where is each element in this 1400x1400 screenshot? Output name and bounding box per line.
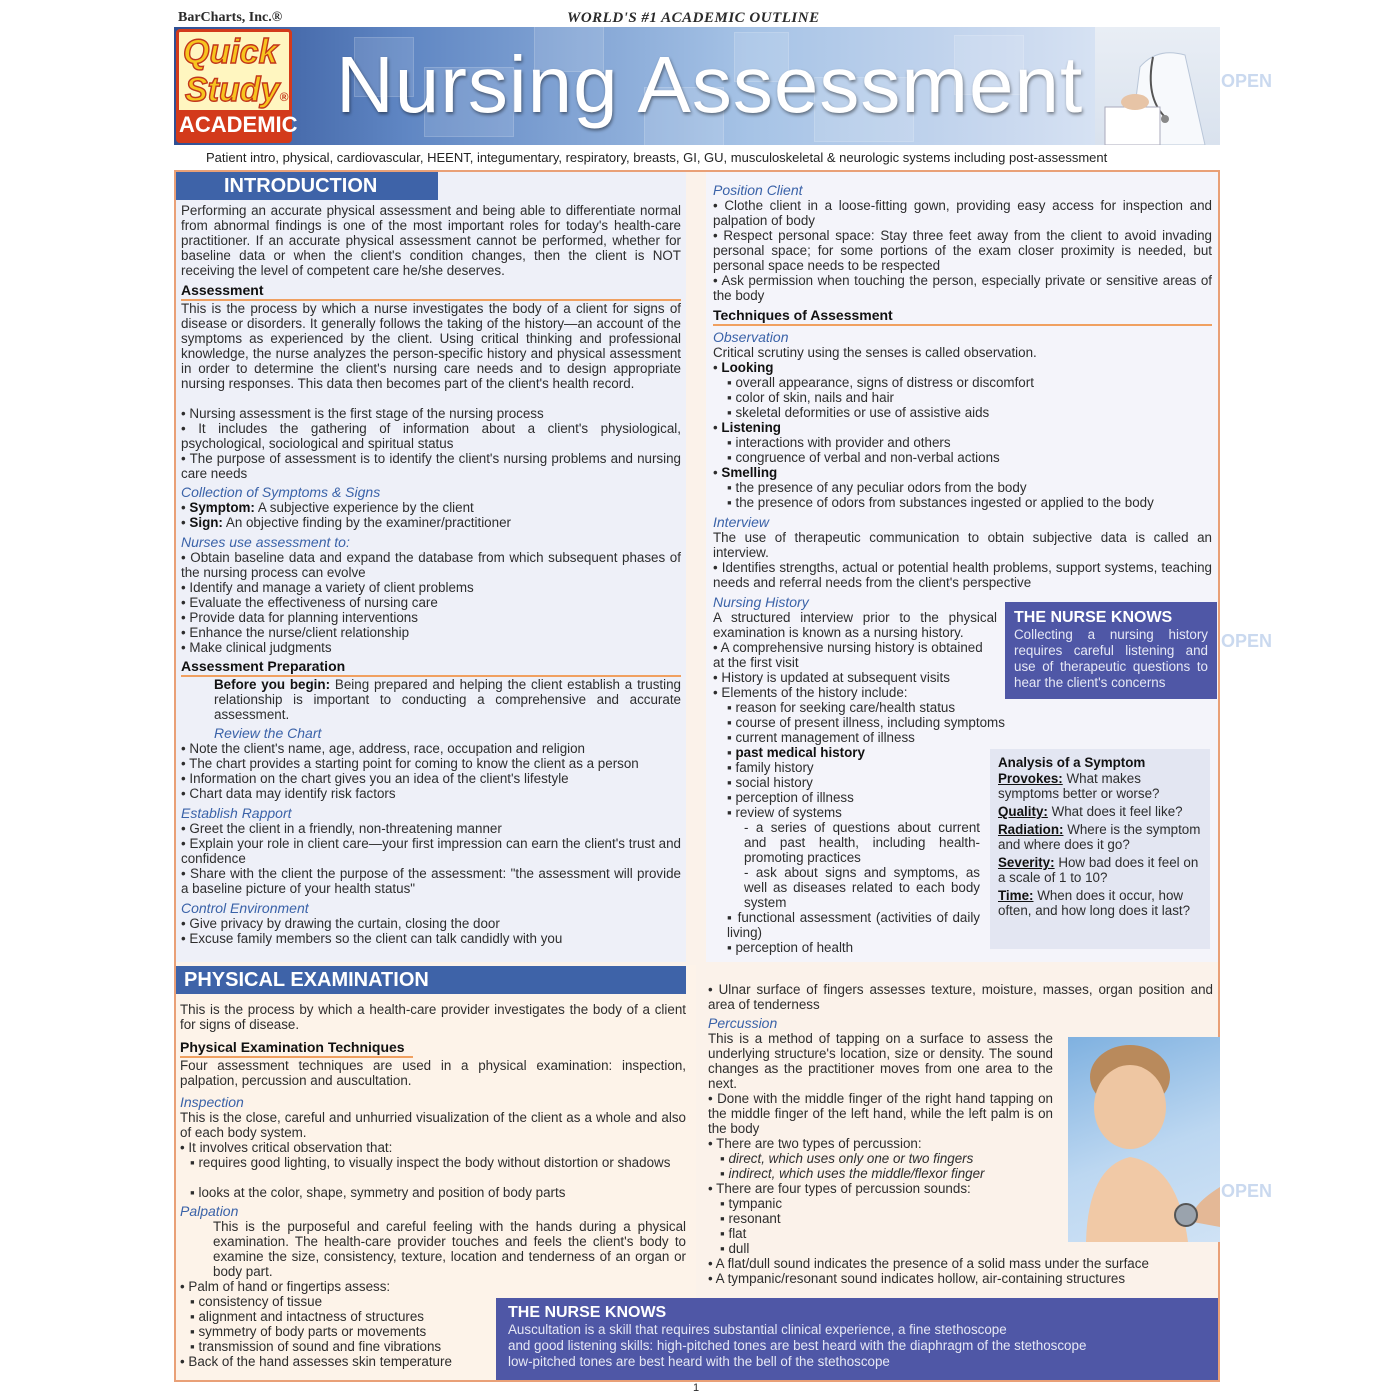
smelling-item-2: ▪ the presence of odors from substances ingested or applied to the body (727, 495, 1154, 510)
page-subtitle: Patient intro, physical, cardiovascular, HEENT, integumentary, respiratory, breasts, GI, GU, musculoskeletal & neurologic systems including post-assessment (206, 150, 1108, 165)
open-tab-3: OPEN (1221, 1181, 1273, 1201)
intro-paragraph: Performing an accurate physical assessment and being able to differentiate normal from abnormal findings is one of the most important roles for today's health-care practitioner. If an accurate physical assessment cannot be performed, whether for baseline data or when the client's condition changes, then the client is NOT receiving the level of competent care he/she deserves. (181, 203, 681, 278)
techniques-heading: Techniques of Assessment (713, 307, 1212, 326)
open-tab-2: OPEN (1221, 631, 1273, 651)
symptom-quality: Quality: What does it feel like? (998, 804, 1183, 819)
inspection-item-2: ▪ looks at the color, shape, symmetry and position of body parts (190, 1185, 566, 1200)
history-text: A structured interview prior to the physical examination is known as a nursing history. (713, 610, 997, 640)
uses-heading: Nurses use assessment to: (181, 534, 350, 550)
symptom-provokes: Provokes: What makes symptoms better or worse? (998, 771, 1160, 801)
open-tab-1: OPEN (1221, 71, 1273, 91)
position-item-3: • Ask permission when touching the person, especially private or sensitive areas of the body (713, 273, 1212, 303)
history-item-1: ▪ reason for seeking care/health status (727, 700, 956, 715)
nurse-knows-box-2 (496, 1298, 1218, 1380)
assessment-bullet-2: • It includes the gathering of information about a client's physiological, psychological, sociological and spiritual status (181, 421, 681, 451)
ulnar-bullet: • Ulnar surface of fingers assesses texture, moisture, masses, organ position and area of tenderness (708, 982, 1213, 1012)
review-heading: Review the Chart (214, 725, 322, 741)
position-item-2: • Respect personal space: Stay three feet away from the client to avoid invading personal space; for some portions of the exam closer proximity is needed, but personal space needs to be respected (713, 228, 1212, 273)
history-item-10: ▪ perception of health (727, 940, 854, 955)
page-number: 1 (693, 1382, 700, 1394)
inspection-text: This is the close, careful and unhurried visualization of the client as a whole and also of each body system. (180, 1110, 686, 1140)
percussion-bullet-1: • Done with the middle finger of the right hand tapping on the middle finger of the left hand, while the left palm is on the body (708, 1091, 1053, 1136)
symptom-definition: • Symptom: A subjective experience by the client (181, 500, 474, 515)
history-bullet-1: • A comprehensive nursing history is obtained at the first visit (713, 640, 983, 670)
doctor-photo (1095, 27, 1220, 145)
interview-bullet: • Identifies strengths, actual or potential health problems, support systems, teaching needs and referral needs from the client's perspective (713, 560, 1212, 590)
uses-item-6: • Make clinical judgments (181, 640, 332, 655)
percussion-type-1: ▪ direct, which uses only one or two fingers (720, 1151, 974, 1166)
review-item-4: • Chart data may identify risk factors (181, 786, 396, 801)
smelling-label: • Smelling (713, 465, 778, 480)
looking-item-2: ▪ color of skin, nails and hair (727, 390, 895, 405)
assessment-paragraph: This is the process by which a nurse investigates the body of a client for signs of disease or disorders. It generally follows the taking of the history—an account of the symptoms as experienced by the client. Using critical thinking and professional knowledge, the nurse analyzes the person-specific history and physical assessment in order to determine the client's nursing care needs and to design appropriate nursing responses. This data then becomes part of the client's health record. (181, 301, 681, 391)
child-stethoscope-photo (1068, 1037, 1220, 1242)
looking-label: • Looking (713, 360, 774, 375)
assessment-heading: Assessment (181, 282, 681, 301)
review-item-3: • Information on the chart gives you an idea of the client's lifestyle (181, 771, 569, 786)
ros-item-2: - ask about signs and symptoms, as well as diseases related to each body system (744, 865, 980, 910)
palm-item-4: ▪ transmission of sound and fine vibrations (190, 1339, 442, 1354)
sound-dull: ▪ dull (720, 1241, 750, 1256)
history-item-2: ▪ course of present illness, including symptoms (727, 715, 1005, 730)
listening-item-1: ▪ interactions with provider and others (727, 435, 951, 450)
quick-study-logo (176, 29, 298, 143)
logo-quick: Quick (183, 33, 278, 71)
history-bullet-2: • History is updated at subsequent visits (713, 670, 950, 685)
listening-label: • Listening (713, 420, 781, 435)
palpation-heading: Palpation (180, 1203, 239, 1219)
sign-definition: • Sign: An objective finding by the examiner/practitioner (181, 515, 511, 530)
symptom-radiation: Radiation: Where is the symptom and where does it go? (998, 822, 1201, 852)
nurse-knows-line-1: Auscultation is a skill that requires substantial clinical experience, a fine stethoscope (508, 1322, 1007, 1337)
uses-item-1: • Obtain baseline data and expand the database from which subsequent phases of the nursing process can evolve (181, 550, 681, 580)
assessment-bullet-3: • The purpose of assessment is to identify the client's nursing problems and nursing care needs (181, 451, 681, 481)
inspection-item-1: ▪ requires good lighting, to visually inspect the body without distortion or shadows (190, 1155, 671, 1170)
nurse-knows-line-3: low-pitched tones are best heard with the bell of the stethoscope (508, 1354, 890, 1369)
ros-item-1: - a series of questions about current and past health, including health-promoting practices (744, 820, 980, 865)
symptom-severity: Severity: How bad does it feel on a scale of 1 to 10? (998, 855, 1199, 885)
review-item-2: • The chart provides a starting point for coming to know the client as a person (181, 756, 639, 771)
uses-item-4: • Provide data for planning interventions (181, 610, 418, 625)
palm-item-3: ▪ symmetry of body parts or movements (190, 1324, 427, 1339)
before-you-begin: Before you begin: Being prepared and helping the client establish a trusting relationship is important to conducting a comprehensive and accurate assessment. (214, 677, 681, 722)
physical-techniques-heading: Physical Examination Techniques (180, 1039, 413, 1058)
page-title: Nursing Assessment (336, 40, 1084, 129)
history-item-7: ▪ perception of illness (727, 790, 854, 805)
palm-item-2: ▪ alignment and intactness of structures (190, 1309, 424, 1324)
position-heading: Position Client (713, 182, 803, 198)
sound-resonant: ▪ resonant (720, 1211, 781, 1226)
rapport-item-3: • Share with the client the purpose of the assessment: "the assessment will provide a baseline picture of your health status" (181, 866, 681, 896)
history-item-6: ▪ social history (727, 775, 813, 790)
prep-heading: Assessment Preparation (181, 658, 681, 677)
interview-heading: Interview (713, 514, 770, 530)
flat-sound-bullet: • A flat/dull sound indicates the presence of a solid mass under the surface (708, 1256, 1149, 1271)
rapport-item-1: • Greet the client in a friendly, non-threatening manner (181, 821, 502, 836)
symptom-analysis-title: Analysis of a Symptom (998, 755, 1146, 770)
logo-academic: ACADEMIC (179, 110, 289, 140)
nurse-knows-line-2: and good listening skills: high-pitched tones are best heard with the diaphragm of the stethoscope (508, 1338, 1087, 1353)
sound-flat: ▪ flat (720, 1226, 747, 1241)
inspection-heading: Inspection (180, 1094, 244, 1110)
inspection-bullet: • It involves critical observation that: (180, 1140, 393, 1155)
percussion-bullet-3: • There are four types of percussion sounds: (708, 1181, 971, 1196)
rapport-heading: Establish Rapport (181, 805, 292, 821)
nurse-knows-title-1: THE NURSE KNOWS (1014, 609, 1173, 626)
palm-item-1: ▪ consistency of tissue (190, 1294, 323, 1309)
history-item-4: ▪ past medical history (727, 745, 865, 760)
nurse-knows-box-1 (1005, 602, 1217, 699)
logo-study: Study® (185, 71, 289, 109)
history-heading: Nursing History (713, 594, 809, 610)
tympanic-sound-bullet: • A tympanic/resonant sound indicates hollow, air-containing structures (708, 1271, 1126, 1286)
percussion-heading: Percussion (708, 1015, 778, 1031)
physical-heading: PHYSICAL EXAMINATION (176, 966, 686, 994)
review-item-1: • Note the client's name, age, address, race, occupation and religion (181, 741, 586, 756)
percussion-text: This is a method of tapping on a surface to assess the underlying structure's location, size or density. The sound changes as the practitioner moves from one area to the next. (708, 1031, 1053, 1091)
observation-text: Critical scrutiny using the senses is called observation. (713, 345, 1037, 360)
history-item-8: ▪ review of systems (727, 805, 842, 820)
assessment-bullet-1: • Nursing assessment is the first stage of the nursing process (181, 406, 544, 421)
publisher-name: BarCharts, Inc.® (178, 10, 283, 25)
symptom-analysis-box (990, 749, 1210, 949)
history-item-5: ▪ family history (727, 760, 814, 775)
back-bullet: • Back of the hand assesses skin temperature (180, 1354, 452, 1369)
history-item-9: ▪ functional assessment (activities of daily living) (727, 910, 980, 940)
collection-heading: Collection of Symptoms & Signs (181, 484, 381, 500)
introduction-heading: INTRODUCTION (176, 172, 438, 200)
percussion-bullet-2: • There are two types of percussion: (708, 1136, 922, 1151)
position-item-1: • Clothe client in a loose-fitting gown, providing easy access for inspection and palpation of body (713, 198, 1212, 228)
history-bullet-3: • Elements of the history include: (713, 685, 908, 700)
control-item-1: • Give privacy by drawing the curtain, closing the door (181, 916, 500, 931)
palpation-text: This is the purposeful and careful feeling with the hands during a physical examination. The health-care provider touches and feels the client's body to examine the size, consistency, texture, location and tenderness of an organ or body part. (213, 1219, 686, 1279)
physical-techniques-text: Four assessment techniques are used in a physical examination: inspection, palpation, percussion and auscultation. (180, 1058, 686, 1088)
uses-item-5: • Enhance the nurse/client relationship (181, 625, 410, 640)
uses-item-2: • Identify and manage a variety of client problems (181, 580, 474, 595)
physical-intro: This is the process by which a health-care provider investigates the body of a client for signs of disease. (180, 1002, 686, 1032)
tagline: WORLD'S #1 ACADEMIC OUTLINE (567, 10, 820, 26)
palm-bullet: • Palm of hand or fingertips assess: (180, 1279, 391, 1294)
nurse-knows-text-1: Collecting a nursing history requires careful listening and use of therapeutic questions to hear the client's concerns (1014, 627, 1208, 690)
percussion-type-2: ▪ indirect, which uses the middle/flexor finger (720, 1166, 985, 1181)
symptom-time: Time: When does it occur, how often, and how long does it last? (998, 888, 1191, 918)
listening-item-2: ▪ congruence of verbal and non-verbal actions (727, 450, 1000, 465)
uses-item-3: • Evaluate the effectiveness of nursing care (181, 595, 438, 610)
history-item-3: ▪ current management of illness (727, 730, 915, 745)
looking-item-1: ▪ overall appearance, signs of distress or discomfort (727, 375, 1034, 390)
sound-tympanic: ▪ tympanic (720, 1196, 783, 1211)
observation-heading: Observation (713, 329, 789, 345)
interview-text: The use of therapeutic communication to obtain subjective data is called an interview. (713, 530, 1212, 560)
rapport-item-2: • Explain your role in client care—your first impression can earn the client's trust and confidence (181, 836, 681, 866)
control-heading: Control Environment (181, 900, 309, 916)
control-item-2: • Excuse family members so the client can talk candidly with you (181, 931, 563, 946)
looking-item-3: ▪ skeletal deformities or use of assistive aids (727, 405, 990, 420)
smelling-item-1: ▪ the presence of any peculiar odors from the body (727, 480, 1027, 495)
nurse-knows-title-2: THE NURSE KNOWS (508, 1304, 667, 1321)
